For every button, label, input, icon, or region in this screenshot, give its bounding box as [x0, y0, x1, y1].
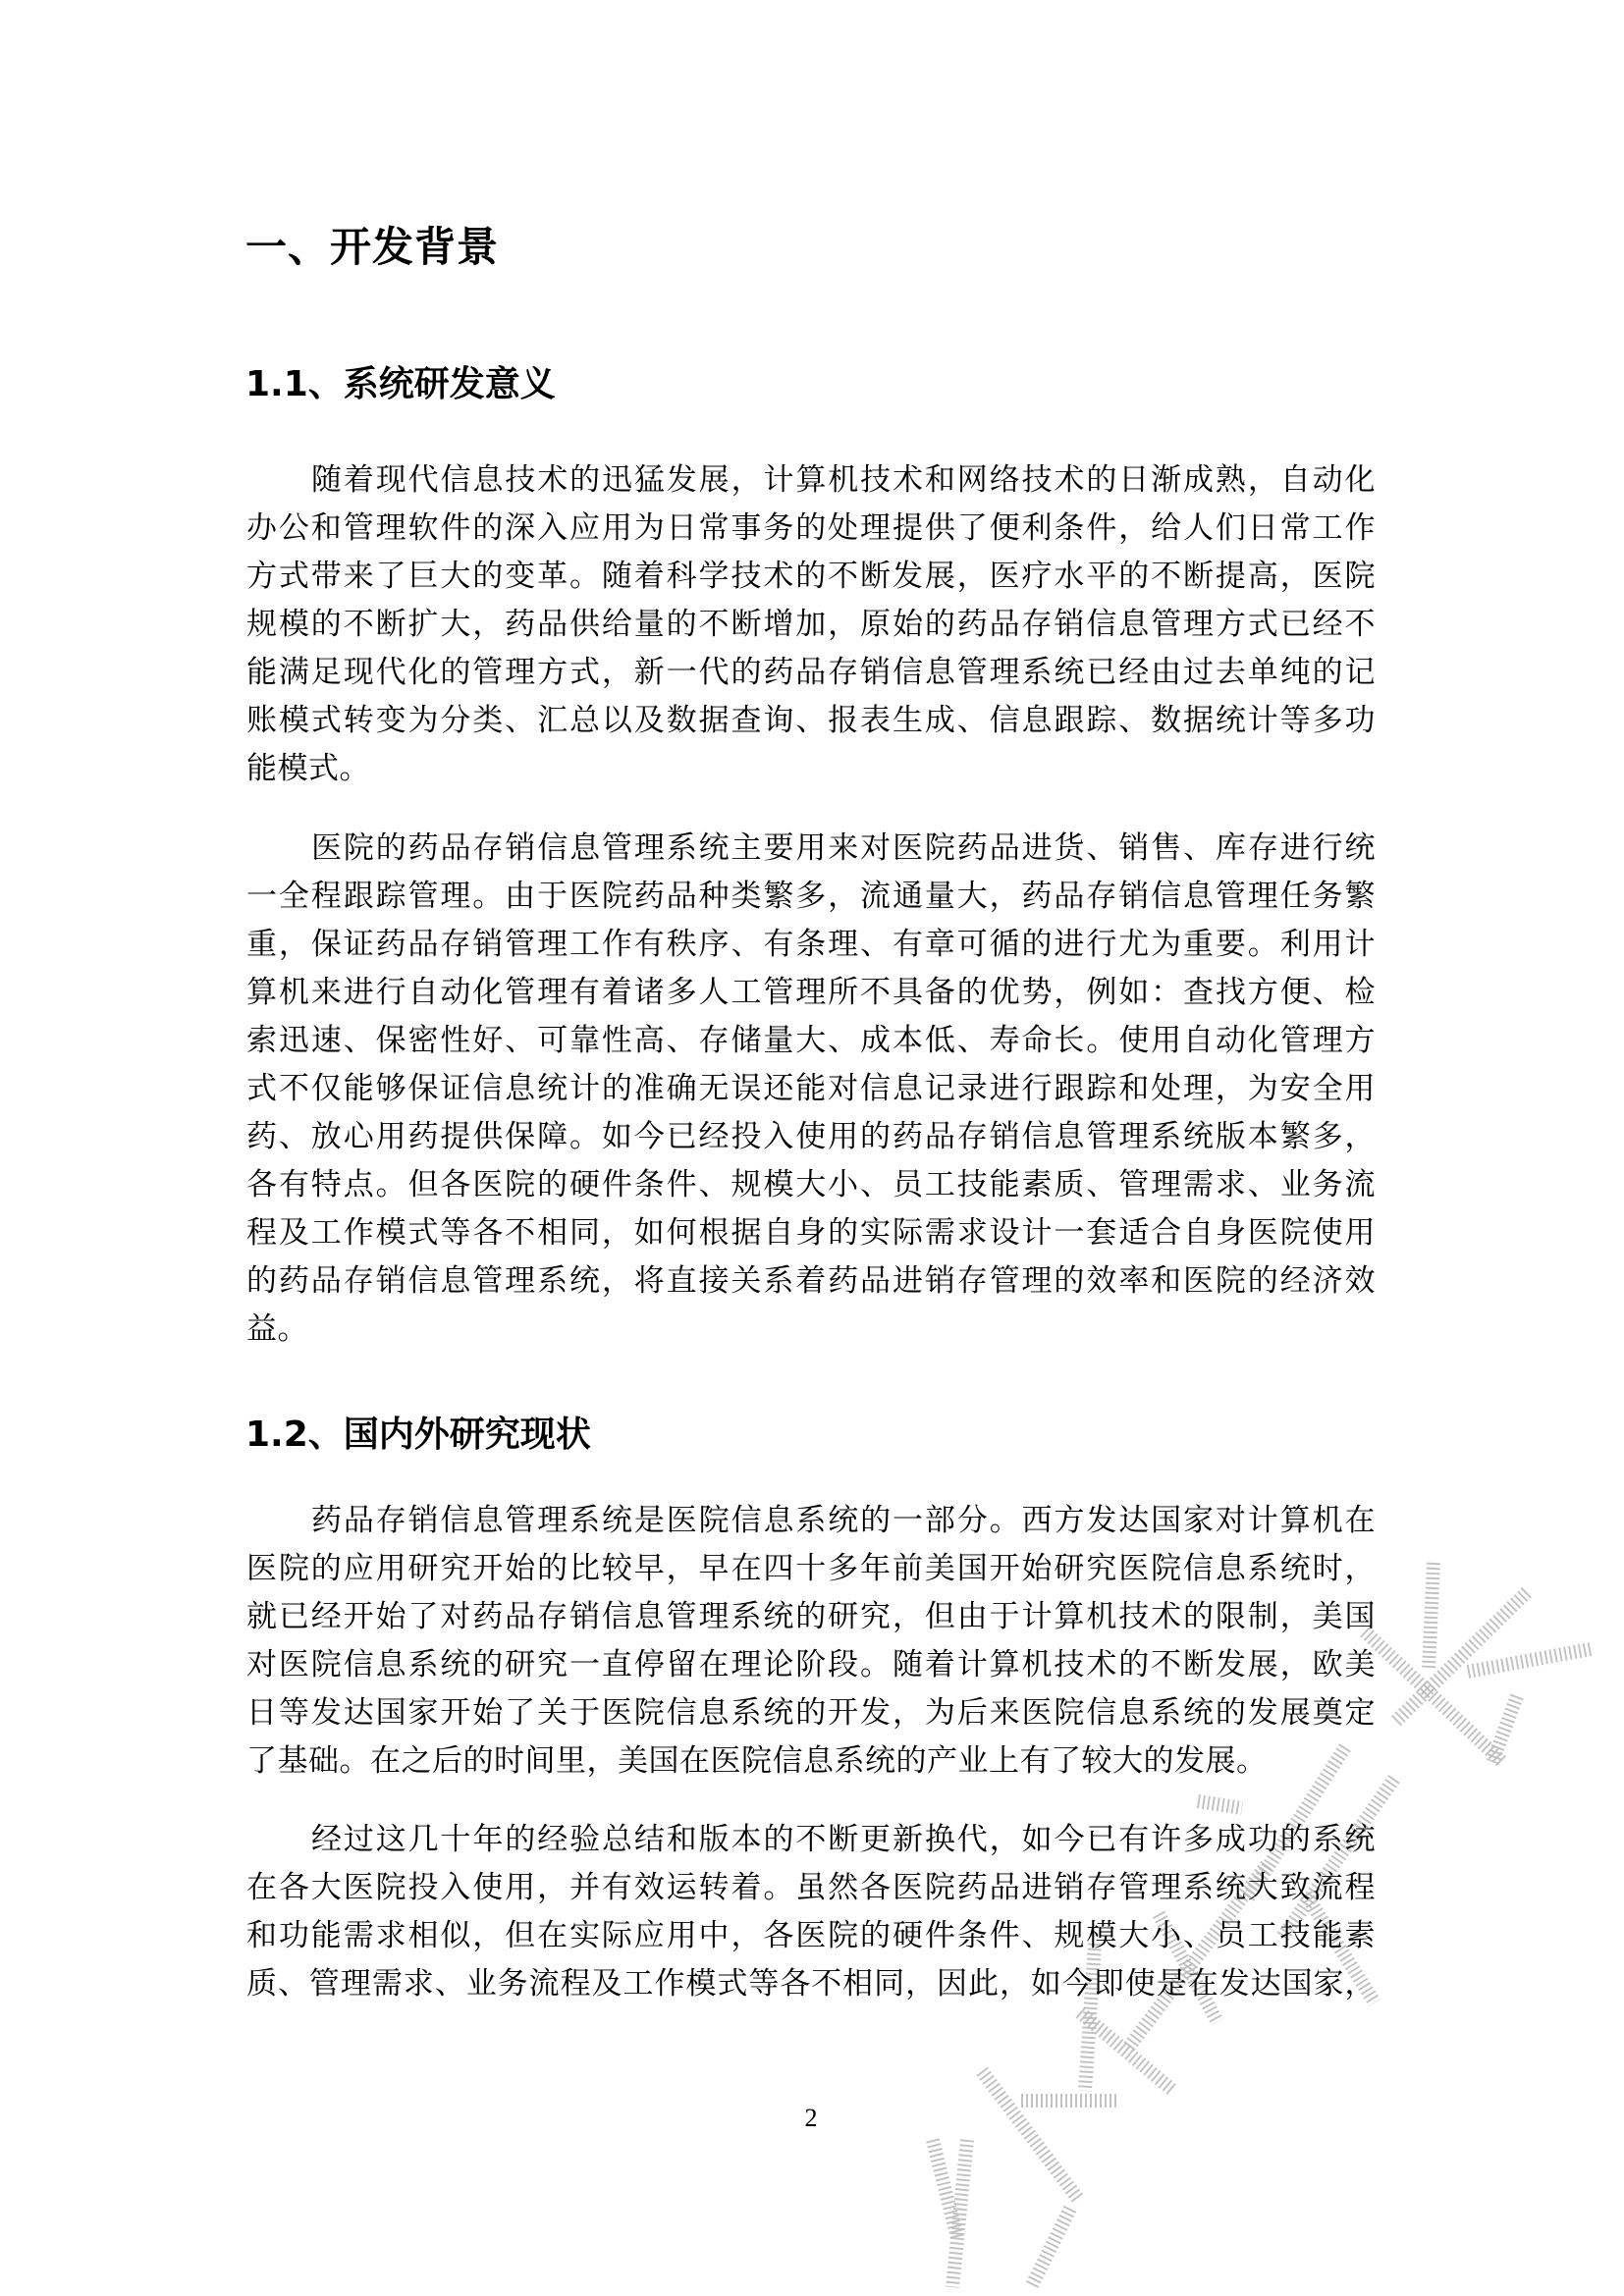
- paragraph-line: 和功能需求相似，但在实际应用中，各医院的硬件条件、规模大小、员工技能素: [246, 1918, 1376, 1953]
- chapter-heading: 一、开发背景: [245, 223, 500, 271]
- paragraph-line: 各有特点。但各医院的硬件条件、规模大小、员工技能素质、管理需求、业务流: [246, 1167, 1376, 1202]
- paragraph-line: 办公和管理软件的深入应用为日常事务的处理提供了便利条件，给人们日常工作: [246, 510, 1376, 546]
- paragraph-line: 能模式。: [246, 751, 370, 786]
- paragraph-line: 索迅速、保密性好、可靠性高、存储量大、成本低、寿命长。使用自动化管理方: [246, 1023, 1376, 1058]
- paragraph-line: 的药品存销信息管理系统，将直接关系着药品进销存管理的效率和医院的经济效: [246, 1263, 1376, 1299]
- paragraph-line: 质、管理需求、业务流程及工作模式等各不相同，因此，如今即使是在发达国家，: [246, 1966, 1376, 2002]
- paragraph-4: [246, 1816, 1376, 2008]
- paragraph-line: 益。: [246, 1311, 308, 1347]
- paragraph-2: [246, 825, 1376, 1354]
- paragraph-line: 方式带来了巨大的变革。随着科学技术的不断发展，医疗水平的不断提高，医院: [246, 559, 1376, 594]
- paragraph-line: 日等发达国家开始了关于医院信息系统的开发，为后来医院信息系统的发展奠定: [246, 1695, 1376, 1731]
- paragraph-line: 一全程跟踪管理。由于医院药品种类繁多，流通量大，药品存销信息管理任务繁: [246, 879, 1376, 914]
- paragraph-line: 医院的药品存销信息管理系统主要用来对医院药品进货、销售、库存进行统: [311, 830, 1376, 866]
- paragraph-line: 医院的应用研究开始的比较早，早在四十多年前美国开始研究医院信息系统时，: [246, 1551, 1376, 1586]
- page-number: 2: [804, 2104, 818, 2132]
- paragraph-line: 经过这几十年的经验总结和版本的不断更新换代，如今已有许多成功的系统: [311, 1822, 1376, 1857]
- paragraph-line: 式不仅能够保证信息统计的准确无误还能对信息记录进行跟踪和处理，为安全用: [246, 1071, 1376, 1106]
- paragraph-line: 对医院信息系统的研究一直停留在理论阶段。随着计算机技术的不断发展，欧美: [246, 1647, 1376, 1682]
- paragraph-line: 药、放心用药提供保障。如今已经投入使用的药品存销信息管理系统版本繁多，: [246, 1119, 1376, 1154]
- paragraph-line: 就已经开始了对药品存销信息管理系统的研究，但由于计算机技术的限制，美国: [246, 1599, 1376, 1634]
- paragraph-line: 能满足现代化的管理方式，新一代的药品存销信息管理系统已经由过去单纯的记: [246, 655, 1376, 690]
- paragraph-line: 算机来进行自动化管理有着诸多人工管理所不具备的优势，例如：查找方便、检: [246, 975, 1376, 1010]
- paragraph-line: 在各大医院投入使用，并有效运转着。虽然各医院药品进销存管理系统大致流程: [246, 1870, 1376, 1905]
- paragraph-line: 账模式转变为分类、汇总以及数据查询、报表生成、信息跟踪、数据统计等多功: [246, 703, 1376, 738]
- section-heading-1-2: 1.2、国内外研究现状: [245, 1415, 591, 1455]
- section-heading-1-1: 1.1、系统研发意义: [245, 364, 556, 404]
- paragraph-line: 程及工作模式等各不相同，如何根据自身的实际需求设计一套适合自身医院使用: [246, 1215, 1376, 1251]
- paragraph-line: 规模的不断扩大，药品供给量的不断增加，原始的药品存销信息管理方式已经不: [246, 607, 1376, 642]
- paragraph-line: 随着现代信息技术的迅猛发展，计算机技术和网络技术的日渐成熟，自动化: [311, 462, 1376, 498]
- paragraph-line: 重，保证药品存销管理工作有秩序、有条理、有章可循的进行尤为重要。利用计: [246, 927, 1376, 962]
- paragraph-3: [246, 1497, 1376, 1786]
- paragraph-line: 了基础。在之后的时间里，美国在医院信息系统的产业上有了较大的发展。: [246, 1743, 1268, 1779]
- paragraph-line: 药品存销信息管理系统是医院信息系统的一部分。西方发达国家对计算机在: [311, 1503, 1376, 1538]
- paragraph-1: [246, 456, 1376, 793]
